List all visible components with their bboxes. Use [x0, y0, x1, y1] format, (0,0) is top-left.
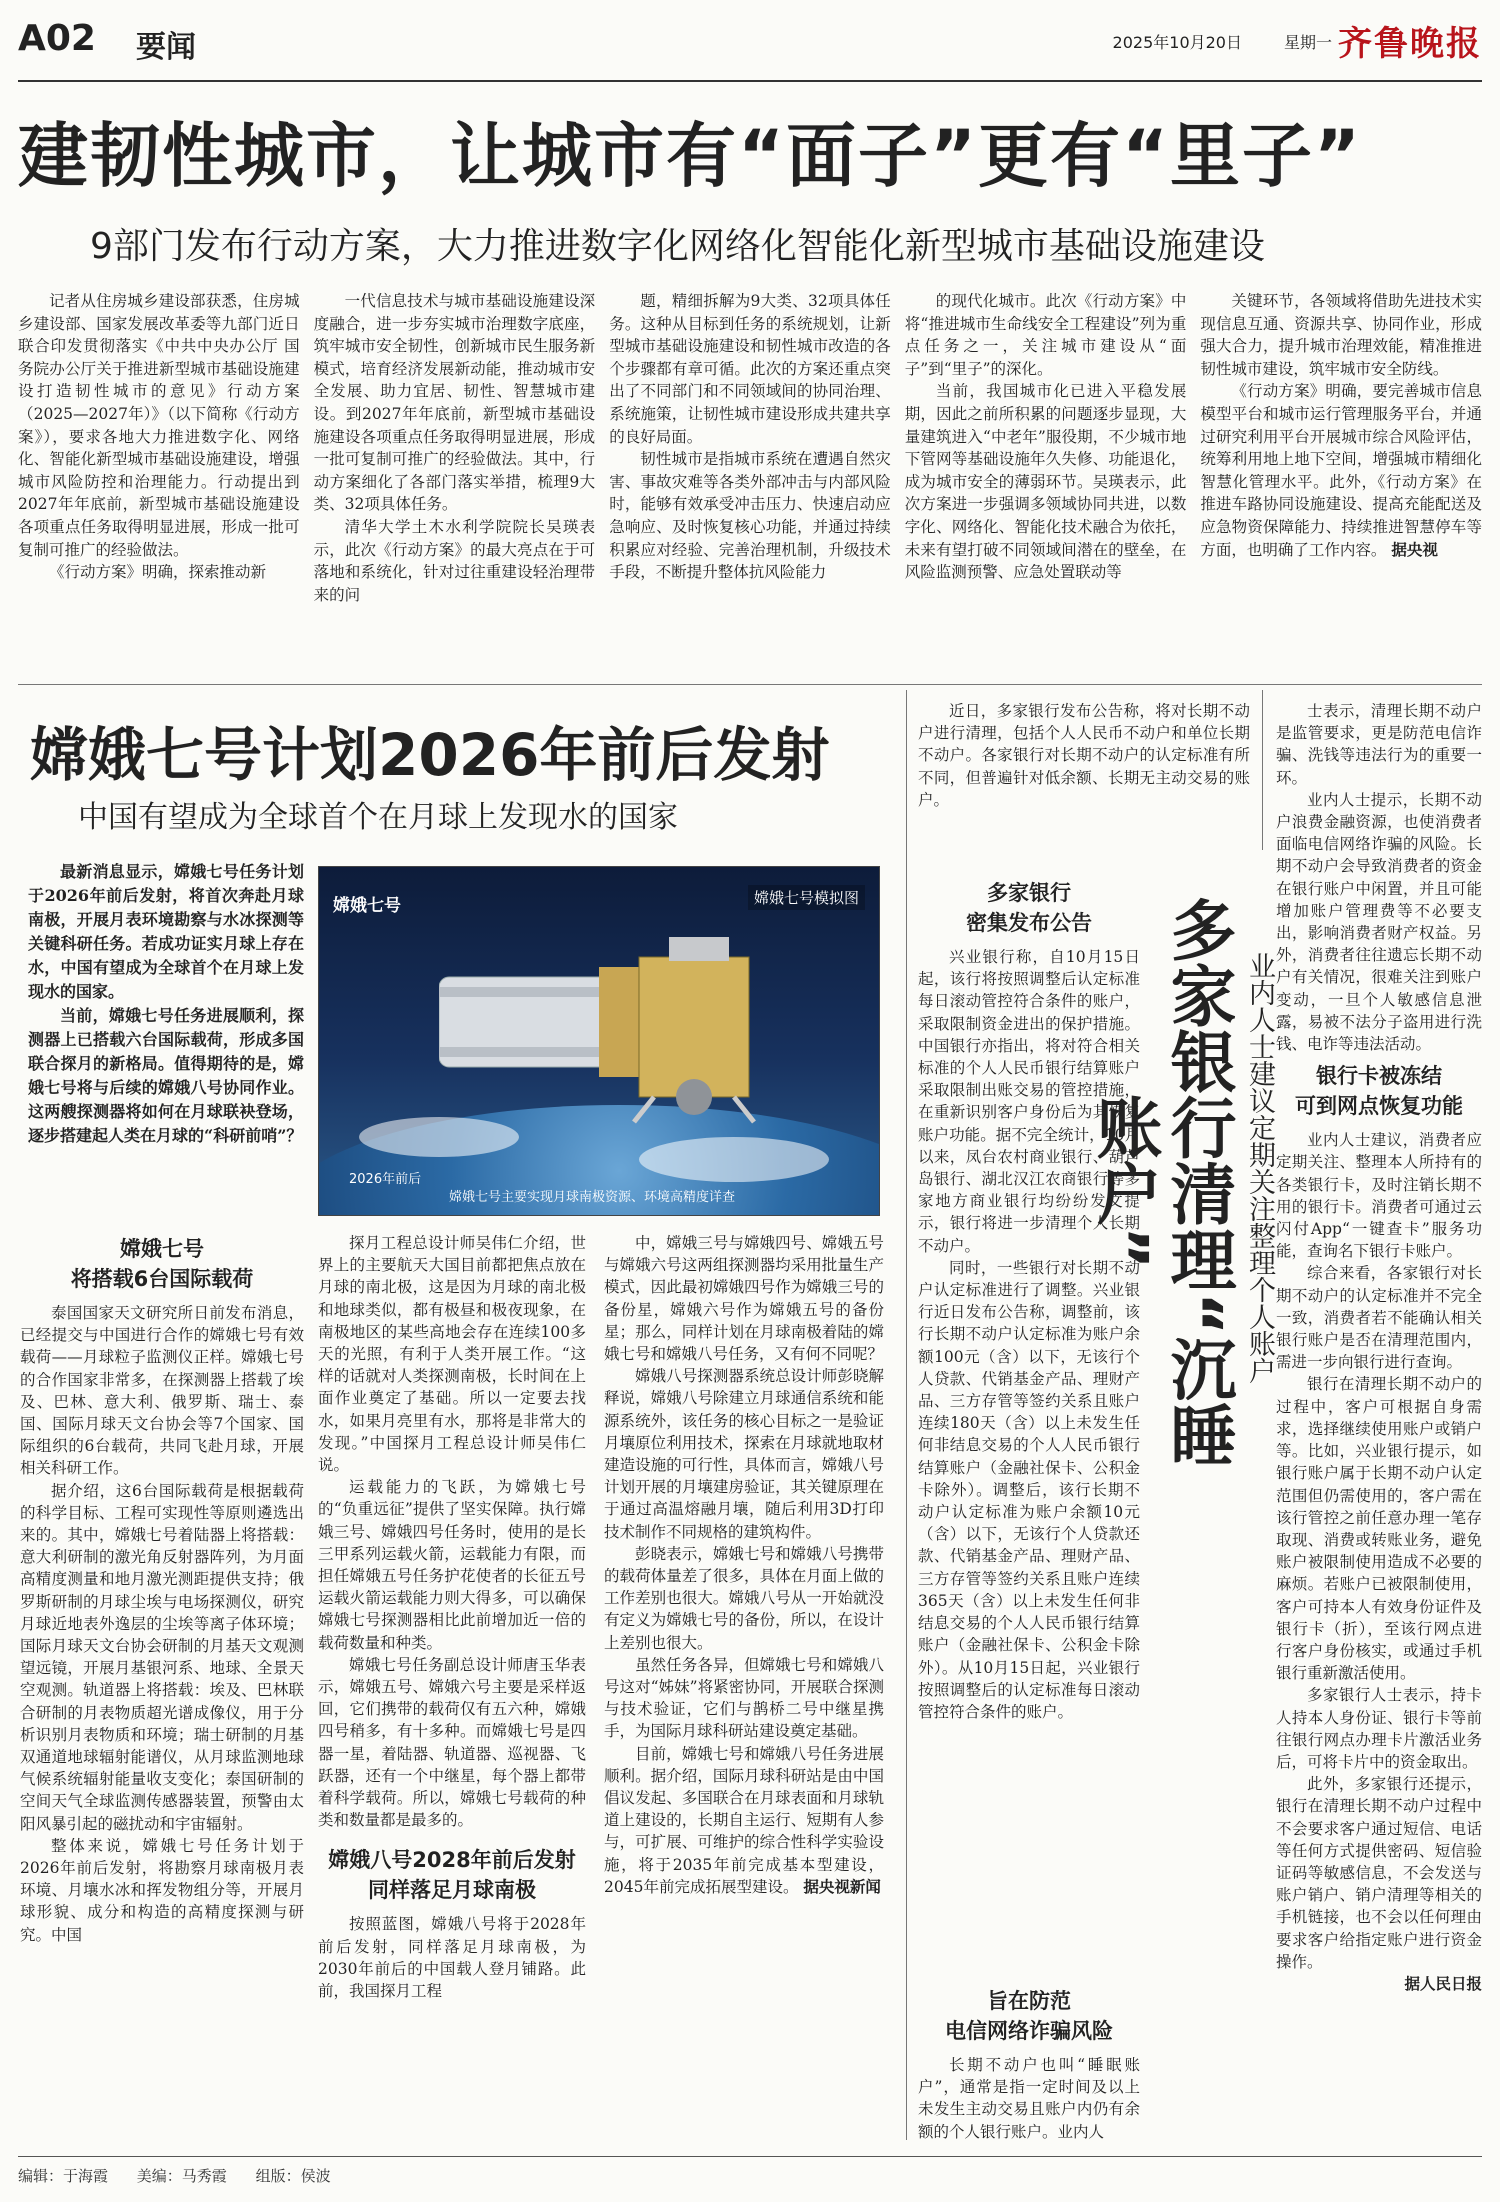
paragraph: 中，嫦娥三号与嫦娥四号、嫦娥五号与嫦娥六号这两组探测器均采用批量生产模式，因此最初嫦娥四号作为嫦娥三号的备份星，嫦娥六号作为嫦娥五号的备份星；那么，同样计划在月球南极着陆的嫦娥七号和嫦娥八号任务，又有何不同呢？ [604, 1234, 884, 1364]
story3-column [1276, 700, 1482, 2140]
designer-credit: 美编：马秀霞 [136, 2167, 227, 2185]
story2-column [604, 1232, 884, 2138]
paragraph: 嫦娥八号探测器系统总设计师彭晓解释说，嫦娥八号除建立月球通信系统和能源系统外，该任务的核心目标之一是验证月壤原位利用技术，探索在月球就地取材建造设施的可行性，具体而言，嫦娥八号计划开展的月壤建房验证，其关键原理在于通过高温熔融月壤，随后利用3D打印技术制作不同规格的建筑构件。 [604, 1367, 884, 1541]
section-name: 要闻 [136, 30, 196, 65]
subhead: 嫦娥八号2028年前后发射 同样落足月球南极 [328, 1848, 576, 1903]
paragraph: 泰国国家天文研究所日前发布消息，已经提交与中国进行合作的嫦娥七号有效载荷——月球粒子监测仪正样。嫦娥七号的合作国家非常多，在探测器上搭载了埃及、巴林、意大利、俄罗斯、瑞士、泰国、国际月球天文台协会等7个国家、国际组织的6台载荷，共同飞赴月球，开展相关科研工作。 [20, 1304, 304, 1478]
editor-credit: 编辑：于海霞 [18, 2167, 109, 2185]
story2-source: 据央视新闻 [803, 1877, 881, 1896]
probe-photo [318, 866, 880, 1216]
paragraph: 此外，多家银行还提示，银行在清理长期不动户过程中不会要求客户通过短信、电话等任何方式提供密码、短信验证码等敏感信息，不会发送与账户销户、销户清理等相关的手机链接，也不会以任何理由要求客户给指定账户进行资金操作。 [1276, 1775, 1482, 1971]
paper-logo: 齐鲁晚报 [1338, 24, 1482, 64]
paragraph: 韧性城市是指城市系统在遭遇自然灾害、事故灾难等各类外部冲击与内部风险时，能够有效承受冲击压力、快速启动应急响应、及时恢复核心功能，并通过持续积累应对经验、完善治理机制，升级技术手段，不断提升整体抗风险能力 [609, 450, 891, 582]
paragraph-text: 目前，嫦娥七号和嫦娥八号任务进展顺利。据介绍，国际月球科研站是由中国倡议发起、多国联合在月球表面和月球轨道上建设的，长期自主运行、短期有人参与，可扩展、可维护的综合性科学实验设施，将于2035年前完成基本型建设，2045年前完成拓展型建设。 [604, 1744, 884, 1896]
paragraph: 嫦娥七号任务副总设计师唐玉华表示，嫦娥五号、嫦娥六号主要是采样返回，它们携带的载荷仅有五六种，嫦娥四号稍多，有十多种。而嫦娥七号是四器一星，着陆器、轨道器、巡视器、飞跃器，还有一个中继星，每个器上都带着科学载荷。所以，嫦娥七号载荷的种类和数量都是最多的。 [318, 1655, 586, 1830]
photo-label: 嫦娥七号 [333, 896, 401, 916]
story3-column [918, 1980, 1140, 2140]
subhead: 嫦娥七号 将搭载6台国际载荷 [70, 1237, 254, 1291]
story2-column [20, 1228, 304, 2138]
story1-headline: 建韧性城市，让城市有“面子”更有“里子” [18, 115, 1363, 197]
lead-paragraph: 最新消息显示，嫦娥七号任务计划于2026年前后发射，将首次奔赴月球南极，开展月表环境勘察与水冰探测等关键科研任务。若成功证实月球上存在水，中国有望成为全球首个在月球上发现水的国家。 [28, 862, 304, 1001]
cloud [639, 1137, 829, 1182]
paragraph: 彭晓表示，嫦娥七号和嫦娥八号携带的载荷体量差了很多，具体在月面上做的工作差别也很大。嫦娥八号从一开始就没有定义为嫦娥七号的备份，所以，在设计上差别也很大。 [604, 1544, 884, 1652]
paragraph: 业内人士提示，长期不动户浪费金融资源，也使消费者面临电信网络诈骗的风险。长期不动户会导致消费者的资金在银行账户中闲置，并且可能增加账户管理费等不必要支出，影响消费者财产权益。另外，消费者往往遗忘长期不动户有关情况，很难关注到账户变动，一旦个人敏感信息泄露，易被不法分子盗用进行洗钱、电诈等违法活动。 [1276, 790, 1482, 1054]
photo-caption: 嫦娥七号主要实现月球南极资源、环境高精度详查 [449, 1190, 736, 1205]
paragraph: 多家银行人士表示，持卡人持本人身份证、银行卡等前往银行网点办理卡片激活业务后，可将卡片中的资金取出。 [1276, 1686, 1482, 1771]
paragraph: 长期不动户也叫“睡眠账户”，通常是指一定时间及以上未发生主动交易且账户内仍有余额的个人银行账户。业内人 [918, 2056, 1140, 2140]
story2-lead [28, 860, 304, 1185]
story3-intro [918, 700, 1250, 850]
story3-headline: 多家银行清理“沉睡账户” [1085, 896, 1236, 1468]
subhead: 多家银行 密集发布公告 [966, 881, 1092, 935]
paragraph: 业内人士建议，消费者应定期关注、整理本人所持有的各类银行卡，及时注销长期不用的银行卡。消费者可通过云闪付App“一键查卡”服务功能，查询名下银行卡账户。 [1276, 1131, 1482, 1261]
photo-tag: 嫦娥七号模拟图 [748, 885, 865, 910]
paragraph: 士表示，清理长期不动户是监管要求，更是防范电信诈骗、洗钱等违法行为的重要一环。 [1276, 702, 1482, 787]
paragraph: 综合来看，各家银行对长期不动户的认定标准并不完全一致，消费者若不能确认相关银行账户是否在清理范围内，需进一步向银行进行查询。 [1276, 1264, 1482, 1372]
paragraph: 同时，一些银行对长期不动户认定标准进行了调整。兴业银行近日发布公告称，调整前，该行长期不动户认定标准为账户余额100元（含）以下，无该行个人贷款、代销基金产品、理财产品、三方存管等签约关系且账户连续180天（含）以上未发生任何非结息交易的个人人民币银行结算账户（金融社保卡、公积金卡除外）。调整后，该行长期不动户认定标准为账户余额10元（含）以下，无该行个人贷款还款、代销基金产品、理财产品、三方存管等签约关系且账户连续365天（含）以上未发生任何非结息交易的个人人民币银行结算账户（金融社保卡、公积金卡除外）。从10月15日起，兴业银行按照调整后的认定标准每日滚动管控符合条件的账户。 [918, 1258, 1140, 1721]
story1-column [905, 290, 1187, 672]
story1-column [314, 290, 596, 672]
paragraph: 题，精细拆解为9大类、32项具体任务。这种从目标到任务的系统规划，让新型城市基础设施建设和韧性城市改造的各个步骤都有章可循。此次的方案还重点突出了不同部门和不同领域间的协同治理、系统施策，让韧性城市建设形成共建共享的良好局面。 [609, 292, 891, 446]
subhead: 旨在防范 电信网络诈骗风险 [945, 1989, 1113, 2043]
issue-weekday: 星期一 [1283, 33, 1332, 52]
section-divider [18, 684, 1482, 685]
issue-date: 2025年10月20日 [1112, 33, 1242, 52]
page-number: A02 [18, 18, 96, 59]
paragraph: 近日，多家银行发布公告称，将对长期不动户进行清理，包括个人人民币不动户和单位长期不动户。各家银行对长期不动户的认定标准有所不同，但普遍针对低余额、长期无主动交易的账户。 [918, 702, 1250, 809]
paragraph: 的现代化城市。此次《行动方案》中将“推进城市生命线安全工程建设”列为重点任务之一，关注城市建设从“面子”到“里子”的深化。 [904, 292, 1187, 378]
paragraph: 整体来说，嫦娥七号任务计划于2026年前后发射，将勘察月球南极月表环境、月壤水冰和挥发物组分等，开展月球形貌、成分和构造的高精度探测与研究。中国 [20, 1836, 304, 1944]
paragraph: 虽然任务各异，但嫦娥七号和嫦娥八号这对“姊妹”将紧密协同，开展联合探测与技术验证，它们与鹊桥二号中继星携手，为国际月球科研站建设奠定基础。 [604, 1655, 884, 1741]
subhead: 银行卡被冻结 可到网点恢复功能 [1295, 1064, 1463, 1119]
paragraph: 关键环节，各领域将借助先进技术实现信息互通、资源共享、协同作业，形成强大合力，提升城市治理效能，精准推进韧性城市建设，筑牢城市安全防线。 [1200, 292, 1482, 378]
story1-source: 据央视 [1391, 540, 1438, 559]
masthead [18, 8, 1482, 82]
story3-column [918, 872, 1140, 1972]
story3-subheadline: 业内人士建议定期关注整理个人账户 [1244, 952, 1275, 1384]
story2-column [318, 1232, 586, 2138]
story1-body [18, 290, 1482, 672]
paragraph: 银行在清理长期不动户的过程中，客户可根据自身需求，选择继续使用账户或销户等。比如，兴业银行提示，如银行账户属于长期不动户认定范围但仍需使用的，客户需在该行管控之前任意办理一笔存取现、消费或转账业务，避免账户被限制使用造成不必要的麻烦。若账户已被限制使用，客户可持本人有效身份证件及银行卡（折），至该行网点进行客户身份核实，或通过手机银行重新激活使用。 [1276, 1375, 1482, 1683]
paragraph [604, 1743, 884, 1898]
story2-headline: 嫦娥七号计划2026年前后发射 [30, 721, 830, 789]
paragraph: 记者从住房城乡建设部获悉，住房城乡建设部、国家发展改革委等九部门近日联合印发贯彻落实《中共中央办公厅 国务院办公厅关于推进新型城市基础设施建设打造韧性城市的意见》行动方案（2025—2027年）》（以下简称《行动方案》），要求各地大力推进数字化、网络化、智能化新型城市基础设施建设，增强城市风险防控和治理能力。行动提出到2027年年底前，新型城市基础设施建设各项重点任务取得明显进展，形成一批可复制可推广的经验做法。 [18, 292, 300, 559]
paragraph: 一代信息技术与城市基础设施建设深度融合，进一步夯实城市治理数字底座，筑牢城市安全韧性，创新城市民生服务新模式，培育经济发展新动能，推动城市安全发展、助力宜居、韧性、智慧城市建设。到2027年年底前，新型城市基础设施建设各项重点任务取得明显进展，形成一批可复制可推广的经验做法。其中，行动方案细化了各部门落实举措，梳理9大类、32项具体任务。 [313, 292, 596, 514]
story3-source: 据人民日报 [1404, 1974, 1482, 1993]
story1-column [18, 290, 300, 672]
story1-column [1200, 290, 1482, 672]
spacecraft-illustration [439, 937, 769, 1127]
paragraph: 按照蓝图，嫦娥八号将于2028年前后发射，同样落足月球南极，为2030年前后的中国载人登月铺路。此前，我国探月工程 [318, 1915, 586, 2001]
lead-paragraph: 当前，嫦娥七号任务进展顺利，探测器上已搭载六台国际载荷，形成多国联合探月的新格局。值得期待的是，嫦娥七号将与后续的嫦娥八号协同作业。这两艘探测器将如何在月球联袂登场，逐步搭建起人类在月球的“科研前哨”？ [28, 1006, 304, 1145]
story2-subheadline: 中国有望成为全球首个在月球上发现水的国家 [78, 800, 678, 835]
column-divider [1262, 690, 1263, 850]
paragraph: 探月工程总设计师吴伟仁介绍，世界上的主要航天大国目前都把焦点放在月球的南北极，这是因为月球的南北极和地球类似，都有极昼和极夜现象，在南极地区的某些高地会存在连续100多天的光照，有利于人类开展工作。“这样的话就对人类探测南极，长时间在上面作业奠定了基础。所以一定要去找水，如果月亮里有水，那将是非常大的发现。”中国探月工程总设计师吴伟仁说。 [318, 1234, 586, 1475]
photo-year: 2026年前后 [349, 1172, 422, 1187]
paragraph: 当前，我国城市化已进入平稳发展期，因此之前所积累的问题逐步显现，大量建筑进入“中老年”服役期，不少城市地下管网等基础设施年久失修、功能退化，成为城市安全的薄弱环节。吴瑛表示，此次方案进一步强调多领域协同共进，以数字化、网络化、智能化技术融合为依托，未来有望打破不同领域间潜在的壁垒，在风险监测预警、应急处置联动等 [904, 382, 1187, 582]
paragraph-text: 《行动方案》明确，要完善城市信息模型平台和城市运行管理服务平台，并通过研究利用平台开展城市综合风险评估，统筹利用地上地下空间，增强城市精细化智慧化管理水平。此外，《行动方案》在推进车路协同设施建设、提高充能配送及应急物资保障能力、持续推进智慧停车等方面，也明确了工作内容。 [1200, 382, 1482, 559]
paragraph [1200, 380, 1482, 561]
paragraph: 运载能力的飞跃，为嫦娥七号的“负重远征”提供了坚实保障。执行嫦娥三号、嫦娥四号任务时，使用的是长三甲系列运载火箭，运载能力有限，而担任嫦娥五号任务护花使者的长征五号运载火箭运载能力则大得多，可以确保嫦娥七号探测器相比此前增加近一倍的载荷数量和种类。 [318, 1478, 586, 1652]
story1-column [609, 290, 891, 672]
story3-source-line [1276, 1973, 1482, 1995]
paragraph: 兴业银行称，自10月15日起，该行将按照调整后认定标准每日滚动管控符合条件的账户，采取限制资金进出的保护措施。中国银行亦指出，将对符合相关标准的个人人民币银行结算账户采取限制出账交易的管控措施，在重新识别客户身份后为其恢复账户功能。据不完全统计，10月以来，凤台农村商业银行、葫芦岛银行、湖北汉江农商银行等多家地方商业银行均纷纷发文提示，银行将进一步清理个人长期不动户。 [918, 948, 1140, 1255]
page-footer [18, 2156, 1482, 2186]
paragraph: 《行动方案》明确，探索推动新 [49, 563, 267, 582]
column-divider [906, 690, 907, 2140]
paragraph: 清华大学土木水利学院院长吴瑛表示，此次《行动方案》的最大亮点在于可落地和系统化，针对过往重建设轻治理带来的问 [313, 517, 596, 604]
layout-credit: 组版：侯波 [255, 2167, 331, 2185]
story1-subheadline: 9部门发布行动方案，大力推进数字化网络化智能化新型城市基础设施建设 [90, 226, 1265, 267]
paragraph: 据介绍，这6台国际载荷是根据载荷的科学目标、工程可实现性等原则遴选出来的。其中，嫦娥七号着陆器上将搭载：意大利研制的激光角反射器阵列，为月面高精度测量和地月激光测距提供支持；俄罗斯研制的月球尘埃与电场探测仪，研究月球近地表外逸层的尘埃等离子体环境；国际月球天文台协会研制的月基天文观测望远镜，开展月基银河系、地球、全景天空观测。轨道器上将搭载：埃及、巴林联合研制的月表物质超光谱成像仪，用于分析识别月表物质和环境；瑞士研制的月基双通道地球辐射能谱仪，从月球监测地球气候系统辐射能量收支变化；泰国研制的空间天气全球监测传感器装置，预警由太阳风暴引起的磁扰动和宇宙辐射。 [20, 1481, 304, 1833]
